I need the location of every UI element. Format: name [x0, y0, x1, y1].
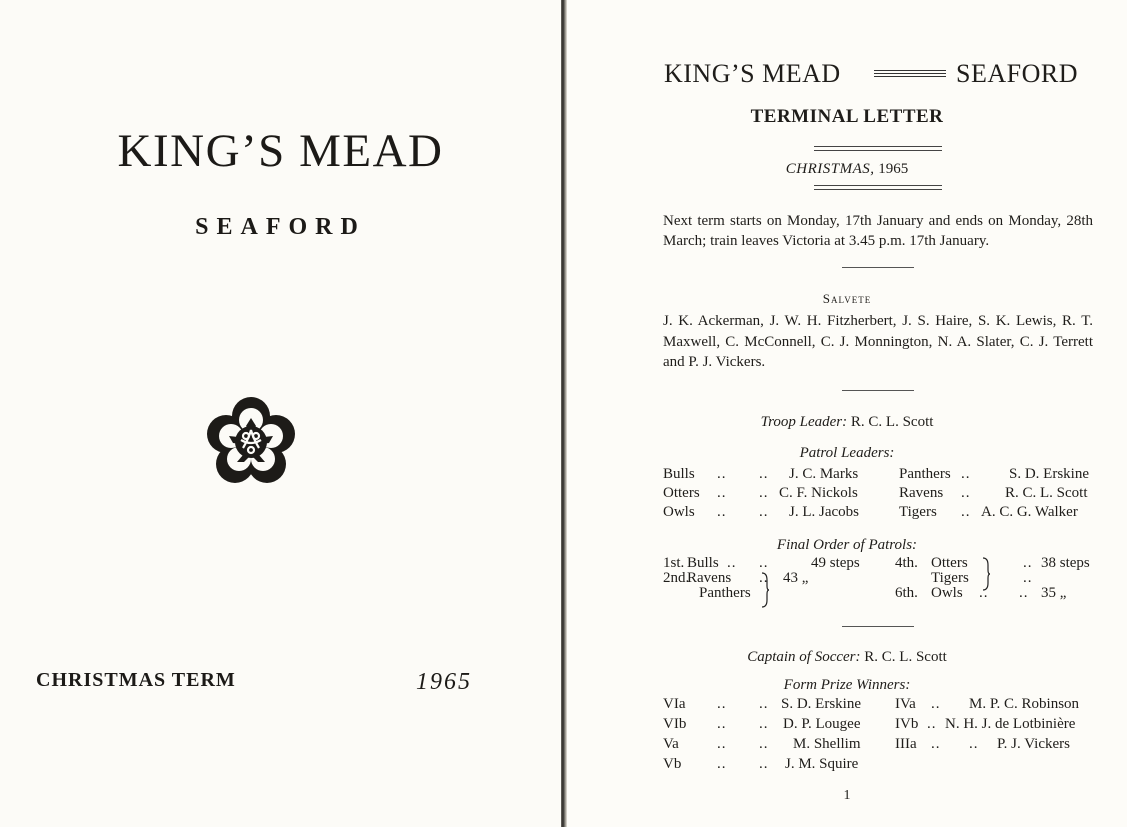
header-rule: [874, 70, 946, 80]
table-row: 2nd. Ravens .. 43 „ Tigers ..: [663, 570, 1033, 586]
troop-leader-label: Troop Leader:: [760, 414, 848, 430]
table-row: VIa .. .. S. D. Erskine IVa .. M. P. C. Robinson: [663, 696, 1080, 712]
table-row: Owls .. .. J. L. Jacobs Tigers .. A. C. G. Walker: [663, 504, 1078, 520]
table-row: Otters .. .. C. F. Nickols Ravens .. R. C. L. Scott: [663, 485, 1088, 501]
term-year: 1965: [416, 669, 472, 695]
cover-subtitle: SEAFORD: [195, 214, 366, 240]
term-name: CHRISTMAS,: [785, 161, 875, 177]
patrol-leaders-heading: Patrol Leaders:: [799, 445, 895, 461]
page-number: 1: [843, 788, 851, 803]
header-town: SEAFORD: [956, 59, 1078, 88]
cover-title: KING’S MEAD: [117, 125, 444, 177]
captain-line: [567, 649, 1127, 666]
next-term-paragraph: Next term starts on Monday, 17th January and ends on Monday, 28th March; train leaves Victoria at 3.45 p.m. 17th January.: [663, 213, 1093, 249]
brace-icon: [760, 572, 770, 608]
rose-emblem-icon: [205, 396, 297, 488]
captain-label: Captain of Soccer:: [747, 649, 861, 665]
table-row: 1st. Bulls .. .. 49 steps 4th. Otters .. 38 steps: [663, 555, 1090, 571]
term-label: CHRISTMAS TERM: [36, 669, 236, 691]
troop-leader-name: R. C. L. Scott: [850, 414, 934, 430]
table-row: Va .. .. M. Shellim IIIa .. .. P. J. Vickers: [663, 736, 1070, 752]
brace-icon: [981, 557, 991, 591]
header-school-name: KING’S MEAD: [664, 59, 841, 88]
section-rule: [842, 390, 914, 391]
section-rule: [842, 626, 914, 627]
troop-leader-line: [567, 414, 1127, 431]
double-rule: [814, 146, 942, 154]
table-row: Vb .. .. J. M. Squire: [663, 756, 859, 772]
double-rule: [814, 185, 942, 193]
term-year-right: 1965: [878, 161, 909, 177]
salvete-heading: Salvete: [822, 291, 872, 306]
table-row: Bulls .. .. J. C. Marks Panthers .. S. D. Erskine: [663, 466, 1089, 482]
captain-name: R. C. L. Scott: [864, 649, 947, 665]
form-prize-heading: Form Prize Winners:: [783, 677, 911, 693]
table-row: Panthers 6th. Owls .. .. 35 „: [699, 585, 1067, 601]
section-rule: [842, 267, 914, 268]
term-line: [567, 161, 1127, 178]
right-page: [567, 0, 1127, 827]
table-row: VIb .. .. D. P. Lougee IVb .. N. H. J. de Lotbinière: [663, 716, 1076, 732]
salvete-names: J. K. Ackerman, J. W. H. Fitzherbert, J. S. Haire, S. K. Lewis, R. T. Maxwell, C. McConnell, C. J. Monnington, N. A. Slater, C. J. Terrett and P. J. Vickers.: [663, 313, 1093, 370]
final-order-heading: Final Order of Patrols:: [776, 537, 918, 553]
left-page: [0, 0, 561, 827]
terminal-letter-title: TERMINAL LETTER: [750, 106, 944, 127]
